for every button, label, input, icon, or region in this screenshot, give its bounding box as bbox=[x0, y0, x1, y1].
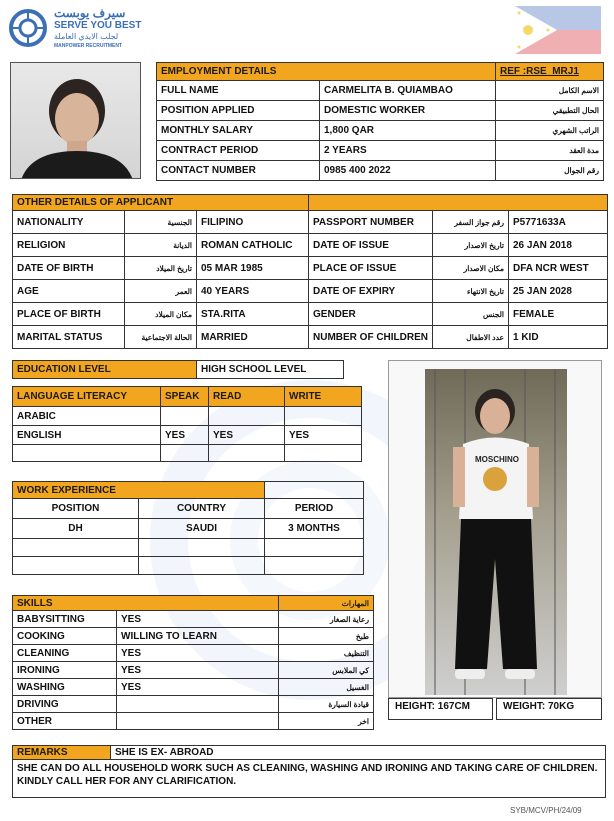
empty-cell bbox=[265, 539, 364, 557]
passport-number-label-ar: رقم جواز السفر bbox=[433, 211, 509, 234]
agency-name-en: SERVE YOU BEST bbox=[54, 20, 142, 31]
skill-value bbox=[117, 696, 279, 713]
nationality-value: FILIPINO bbox=[197, 211, 309, 234]
position-applied-label: POSITION APPLIED bbox=[157, 101, 320, 121]
skill-name: WASHING bbox=[13, 679, 117, 696]
age-label-ar: العمر bbox=[125, 280, 197, 303]
speak-column-header: SPEAK bbox=[161, 387, 209, 407]
contract-period-label-ar: مدة العقد bbox=[496, 141, 604, 161]
agency-logo-icon bbox=[8, 8, 48, 48]
place-of-issue-label: PLACE OF ISSUE bbox=[309, 257, 433, 280]
work-country: SAUDI bbox=[139, 519, 265, 539]
number-of-children-value: 1 KID bbox=[509, 326, 608, 349]
date-of-birth-label: DATE OF BIRTH bbox=[13, 257, 125, 280]
work-position: DH bbox=[13, 519, 139, 539]
language-write: YES bbox=[285, 426, 362, 445]
education-level-value: HIGH SCHOOL LEVEL bbox=[197, 361, 344, 379]
contract-period-value: 2 YEARS bbox=[320, 141, 496, 161]
table-row bbox=[13, 662, 374, 679]
date-of-issue-label: DATE OF ISSUE bbox=[309, 234, 433, 257]
height-value: HEIGHT: 167CM bbox=[388, 698, 493, 720]
philippine-flag-icon bbox=[515, 6, 601, 54]
language-write bbox=[285, 407, 362, 426]
skill-name-ar: الغسيل bbox=[279, 679, 374, 696]
table-row bbox=[13, 234, 608, 257]
other-details-header: OTHER DETAILS OF APPLICANT bbox=[13, 195, 309, 211]
date-of-birth-value: 05 MAR 1985 bbox=[197, 257, 309, 280]
work-experience-header: WORK EXPERIENCE bbox=[13, 482, 265, 499]
footer-code: SYB/MCV/PH/24/09 bbox=[510, 806, 582, 815]
contract-period-label: CONTRACT PERIOD bbox=[157, 141, 320, 161]
table-row bbox=[13, 326, 608, 349]
skill-name-ar: اخر bbox=[279, 713, 374, 730]
skill-value bbox=[117, 713, 279, 730]
place-of-birth-label: PLACE OF BIRTH bbox=[13, 303, 125, 326]
agency-name-ar: سيرف يوبست bbox=[54, 6, 126, 20]
weight-value: WEIGHT: 70KG bbox=[496, 698, 602, 720]
full-name-label: FULL NAME bbox=[157, 81, 320, 101]
skill-name: BABYSITTING bbox=[13, 611, 117, 628]
photo-background bbox=[425, 369, 567, 695]
skill-name: CLEANING bbox=[13, 645, 117, 662]
skill-name-ar: طبخ bbox=[279, 628, 374, 645]
table-row bbox=[13, 519, 364, 539]
full-name-value: CARMELITA B. QUIAMBAO bbox=[320, 81, 496, 101]
skills-table bbox=[12, 595, 374, 730]
table-row bbox=[13, 445, 362, 462]
passport-number-value: P5771633A bbox=[509, 211, 608, 234]
agency-tag-ar: لجلب الايدي العاملة bbox=[54, 32, 119, 41]
nationality-label-ar: الجنسية bbox=[125, 211, 197, 234]
date-of-expiry-label-ar: تاريخ الانتهاء bbox=[433, 280, 509, 303]
full-name-label-ar: الاسم الكامل bbox=[496, 81, 604, 101]
table-row bbox=[13, 426, 362, 445]
empty-cell bbox=[139, 557, 265, 575]
reference-number: REF :RSE_MRJ1 bbox=[496, 63, 604, 81]
empty-cell bbox=[13, 445, 161, 462]
empty-cell bbox=[285, 445, 362, 462]
marital-status-value: MARRIED bbox=[197, 326, 309, 349]
applicant-full-body-photo bbox=[388, 360, 602, 698]
other-details-header-fill bbox=[309, 195, 608, 211]
age-label: AGE bbox=[13, 280, 125, 303]
contact-number-label: CONTACT NUMBER bbox=[157, 161, 320, 181]
remarks-label: REMARKS bbox=[13, 746, 111, 760]
empty-cell bbox=[13, 539, 139, 557]
place-of-birth-value: STA.RITA bbox=[197, 303, 309, 326]
employment-details-header: EMPLOYMENT DETAILS bbox=[157, 63, 496, 81]
table-row bbox=[13, 407, 362, 426]
language-name: ARABIC bbox=[13, 407, 161, 426]
skill-name: COOKING bbox=[13, 628, 117, 645]
other-details-table bbox=[12, 194, 608, 349]
number-of-children-label: NUMBER OF CHILDREN bbox=[309, 326, 433, 349]
language-literacy-table bbox=[12, 386, 362, 462]
religion-label: RELIGION bbox=[13, 234, 125, 257]
employment-details-table bbox=[156, 62, 604, 181]
skills-header-ar: المهارات bbox=[279, 596, 374, 611]
language-read: YES bbox=[209, 426, 285, 445]
language-speak: YES bbox=[161, 426, 209, 445]
age-value: 40 YEARS bbox=[197, 280, 309, 303]
read-column-header: READ bbox=[209, 387, 285, 407]
skill-value: YES bbox=[117, 611, 279, 628]
language-name: ENGLISH bbox=[13, 426, 161, 445]
skill-value: YES bbox=[117, 679, 279, 696]
language-speak bbox=[161, 407, 209, 426]
remarks-table bbox=[12, 745, 606, 798]
skill-name: DRIVING bbox=[13, 696, 117, 713]
gender-label-ar: الجنس bbox=[433, 303, 509, 326]
table-row bbox=[13, 713, 374, 730]
skill-name-ar: قيادة السيارة bbox=[279, 696, 374, 713]
position-applied-value: DOMESTIC WORKER bbox=[320, 101, 496, 121]
religion-value: ROMAN CATHOLIC bbox=[197, 234, 309, 257]
empty-cell bbox=[209, 445, 285, 462]
education-table bbox=[12, 360, 344, 379]
education-level-label: EDUCATION LEVEL bbox=[13, 361, 197, 379]
empty-cell bbox=[13, 557, 139, 575]
skill-name-ar: رعاية الصغار bbox=[279, 611, 374, 628]
position-applied-label-ar: الحال التطبيقي bbox=[496, 101, 604, 121]
skill-name: OTHER bbox=[13, 713, 117, 730]
monthly-salary-value: 1,800 QAR bbox=[320, 121, 496, 141]
work-period: 3 MONTHS bbox=[265, 519, 364, 539]
monthly-salary-label: MONTHLY SALARY bbox=[157, 121, 320, 141]
skill-value: YES bbox=[117, 645, 279, 662]
skill-name-ar: التنظيف bbox=[279, 645, 374, 662]
table-row bbox=[13, 280, 608, 303]
table-row bbox=[13, 696, 374, 713]
position-column-header: POSITION bbox=[13, 499, 139, 519]
skill-value: YES bbox=[117, 662, 279, 679]
table-row bbox=[13, 628, 374, 645]
skill-name: IRONING bbox=[13, 662, 117, 679]
monthly-salary-label-ar: الراتب الشهري bbox=[496, 121, 604, 141]
table-row bbox=[13, 557, 364, 575]
remarks-text: SHE CAN DO ALL HOUSEHOLD WORK SUCH AS CLEANING, WASHING AND IRONING AND TAKING CARE OF CHILDREN. KINDLY CALL HER FOR ANY CLARIFICATION. bbox=[13, 760, 606, 798]
write-column-header: WRITE bbox=[285, 387, 362, 407]
place-of-issue-label-ar: مكان الاصدار bbox=[433, 257, 509, 280]
contact-number-label-ar: رقم الجوال bbox=[496, 161, 604, 181]
marital-status-label: MARITAL STATUS bbox=[13, 326, 125, 349]
number-of-children-label-ar: عدد الاطفال bbox=[433, 326, 509, 349]
applicant-face-photo bbox=[10, 62, 141, 179]
table-row bbox=[13, 257, 608, 280]
passport-number-label: PASSPORT NUMBER bbox=[309, 211, 433, 234]
date-of-birth-label-ar: تاريخ الميلاد bbox=[125, 257, 197, 280]
table-row bbox=[13, 645, 374, 662]
agency-tag-en: MANPOWER RECRUITMENT bbox=[54, 43, 123, 49]
skills-header: SKILLS bbox=[13, 596, 279, 611]
place-of-issue-value: DFA NCR WEST bbox=[509, 257, 608, 280]
date-of-expiry-value: 25 JAN 2028 bbox=[509, 280, 608, 303]
language-literacy-header: LANGUAGE LITERACY bbox=[13, 387, 161, 407]
table-row bbox=[13, 303, 608, 326]
table-row bbox=[13, 679, 374, 696]
remarks-summary: SHE IS EX- ABROAD bbox=[111, 746, 606, 760]
gender-label: GENDER bbox=[309, 303, 433, 326]
empty-cell bbox=[265, 482, 364, 499]
religion-label-ar: الديانة bbox=[125, 234, 197, 257]
table-row bbox=[13, 211, 608, 234]
contact-number-value: 0985 400 2022 bbox=[320, 161, 496, 181]
empty-cell bbox=[161, 445, 209, 462]
table-row bbox=[13, 539, 364, 557]
agency-logo bbox=[8, 6, 148, 52]
date-of-issue-label-ar: تاريخ الاصدار bbox=[433, 234, 509, 257]
language-read bbox=[209, 407, 285, 426]
nationality-label: NATIONALITY bbox=[13, 211, 125, 234]
place-of-birth-label-ar: مكان الميلاد bbox=[125, 303, 197, 326]
empty-cell bbox=[265, 557, 364, 575]
period-column-header: PERIOD bbox=[265, 499, 364, 519]
skill-name-ar: كي الملابس bbox=[279, 662, 374, 679]
empty-cell bbox=[139, 539, 265, 557]
marital-status-label-ar: الحالة الاجتماعية bbox=[125, 326, 197, 349]
shirt-text: MOSCHINO bbox=[475, 455, 519, 464]
date-of-expiry-label: DATE OF EXPIRY bbox=[309, 280, 433, 303]
country-column-header: COUNTRY bbox=[139, 499, 265, 519]
work-experience-table bbox=[12, 481, 364, 575]
gender-value: FEMALE bbox=[509, 303, 608, 326]
skill-value: WILLING TO LEARN bbox=[117, 628, 279, 645]
date-of-issue-value: 26 JAN 2018 bbox=[509, 234, 608, 257]
table-row bbox=[13, 611, 374, 628]
